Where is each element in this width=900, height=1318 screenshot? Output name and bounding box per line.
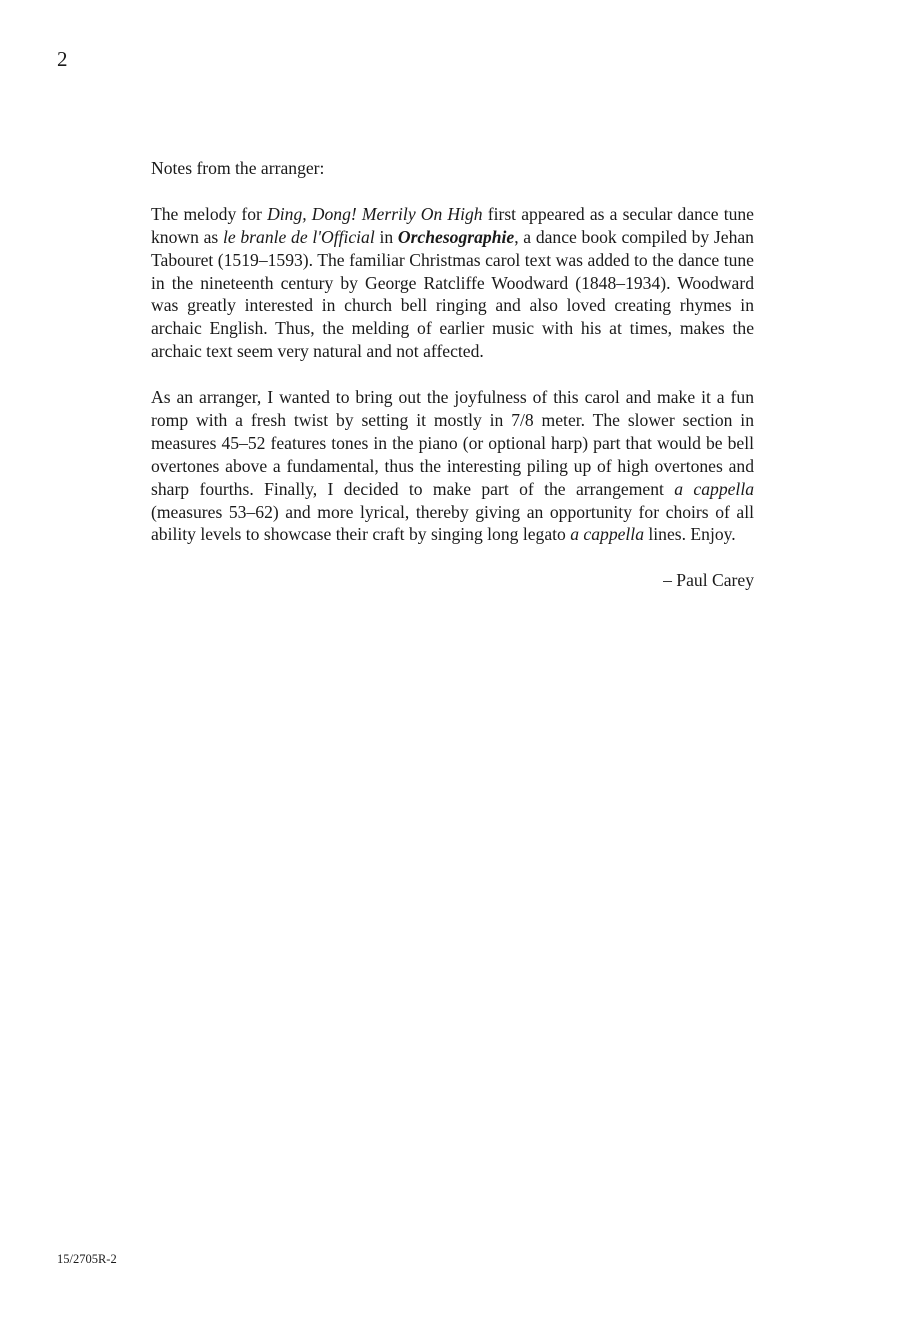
book-title: Orchesographie <box>397 226 515 247</box>
p1-text-2: first appeared as a secular dance tune known as <box>151 203 754 247</box>
p1-text-3: in <box>374 226 398 247</box>
a-cappella-term-1: a cappella <box>674 478 755 499</box>
notes-heading: Notes from the arranger: <box>151 158 325 178</box>
p2-text-2: (measures 53–62) and more lyrical, thereby giving an opportunity for choirs of all ability levels to showcase their craft by singing long legato <box>151 501 754 545</box>
p1-text-1: The melody for <box>151 203 268 224</box>
dance-name: le branle de l'Official <box>222 226 375 247</box>
p2-text-1: As an arranger, I wanted to bring out the joyfulness of this carol and make it a fun romp with a fresh twist by setting it mostly in 7/8 meter. The slower section in measures 45–52 features tones in the piano (or optional harp) part that would be bell overtones above a fundamental, thus the interesting piling up of high overtones and sharp fourths. Finally, I decided to make part of the arrangement <box>151 387 754 499</box>
notes-paragraph-history <box>151 203 754 363</box>
p1-text-4: , a dance book compiled by Jehan Tabouret (1519–1593). The familiar Christmas carol text was added to the dance tune in the nineteenth century by George Ratcliffe Woodward (1848–1934). Woodward was greatly interested in church bell ringing and also loved creating rhymes in archaic English. Thus, the melding of earlier music with his at times, makes the archaic text seem very natural and not affected. <box>151 226 754 362</box>
page-number: 2 <box>57 47 68 71</box>
signature: – Paul Carey <box>663 570 754 591</box>
carol-title: Ding, Dong! Merrily On High <box>267 203 483 224</box>
p2-text-3: lines. Enjoy. <box>644 524 736 545</box>
footer-catalog-code: 15/2705R-2 <box>57 1252 117 1266</box>
notes-paragraph-arrangement <box>151 386 754 546</box>
arranger-notes <box>151 157 754 592</box>
a-cappella-term-2: a cappella <box>570 524 644 545</box>
